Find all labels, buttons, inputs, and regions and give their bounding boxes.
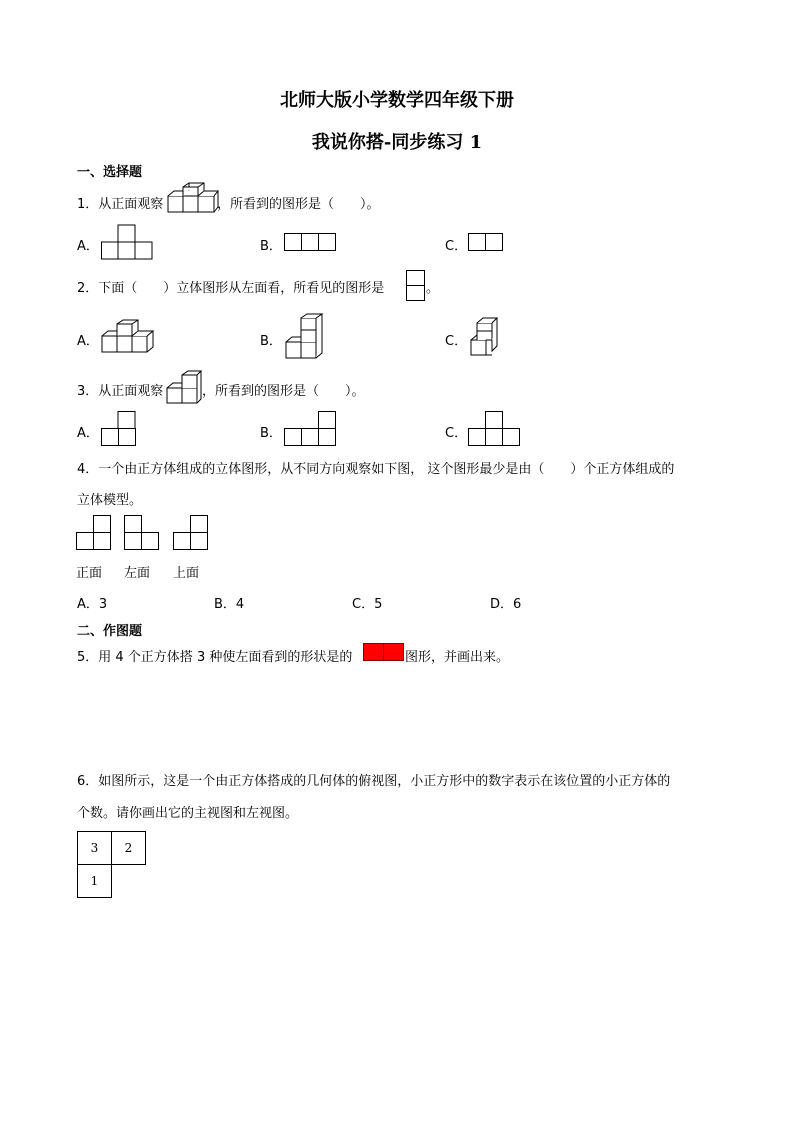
q1-option-c-figure [468, 233, 504, 251]
q2-prefix: 2．下面（ ）立体图形从左面看，所看见的图形是 [77, 281, 385, 296]
grid-cell-empty [112, 865, 146, 898]
q1-prefix: 1．从正面观察 [77, 197, 164, 212]
section-heading-choice: 一、选择题 [77, 165, 143, 180]
q1-option-b[interactable]: B． [260, 239, 282, 254]
q1-option-c[interactable]: C． [445, 239, 468, 254]
q1-option-a-figure [101, 224, 153, 260]
q3-option-b-figure [284, 411, 337, 447]
document-title: 北师大版小学数学四年级下册 [280, 90, 514, 111]
q2-option-b[interactable]: B． [260, 334, 282, 349]
q3-option-a-figure [101, 411, 137, 447]
q5-suffix: 图形，并画出来。 [405, 650, 510, 665]
q4-option-b[interactable]: B．4 [214, 597, 245, 612]
section-heading-drawing: 二、作图题 [77, 624, 143, 639]
q3-option-c[interactable]: C． [445, 426, 468, 441]
q4-option-a[interactable]: A．3 [77, 597, 108, 612]
q5-red-shape [363, 643, 405, 662]
q3-prefix: 3．从正面观察 [77, 384, 164, 399]
q6-top-view-grid [77, 831, 146, 898]
grid-cell: 1 [78, 865, 112, 898]
q4-line2: 立体模型。 [77, 493, 143, 508]
q2-option-b-figure [285, 313, 325, 359]
q2-option-c-figure [470, 315, 498, 357]
q1-option-b-figure [284, 233, 337, 251]
q1-option-a[interactable]: A． [77, 239, 99, 254]
q1-solid-figure [166, 186, 216, 214]
q6-line1: 6．如图所示，这是一个由正方体搭成的几何体的俯视图，小正方形中的数字表示在该位置的小正方体的 [77, 774, 671, 789]
grid-cell: 3 [78, 832, 112, 865]
q4-front-view [76, 515, 112, 551]
q2-view-figure [406, 270, 426, 302]
q2-option-a[interactable]: A． [77, 334, 99, 349]
q3-option-a[interactable]: A． [77, 426, 99, 441]
q3-option-b[interactable]: B． [260, 426, 282, 441]
q3-option-c-figure [468, 411, 521, 447]
grid-cell: 2 [112, 832, 146, 865]
q4-view-label-top: 上面 [173, 566, 200, 581]
q4-view-label-front: 正面 [76, 566, 103, 581]
q4-line1: 4．一个由正方体组成的立体图形，从不同方向观察如下图， 这个图形最少是由（ ）个正方体组成的 [77, 462, 675, 477]
q2-suffix: 。 [426, 281, 440, 296]
q4-view-label-left: 左面 [124, 566, 151, 581]
q5-red-square-right [384, 644, 404, 661]
q5-red-square-left [364, 644, 384, 661]
q2-option-a-figure [101, 319, 156, 355]
q4-option-c[interactable]: C．5 [352, 597, 383, 612]
q1-suffix: ，所看到的图形是（ ）。 [217, 197, 380, 212]
document-subtitle: 我说你搭-同步练习 1 [311, 132, 483, 153]
q4-left-view [124, 515, 160, 551]
q4-option-d[interactable]: D．6 [490, 597, 522, 612]
q5-prefix: 5．用 4 个正方体搭 3 种使左面看到的形状是的 [77, 650, 353, 665]
q2-option-c[interactable]: C． [445, 334, 468, 349]
q3-suffix: ，所看到的图形是（ ）。 [202, 384, 365, 399]
q3-solid-figure [166, 370, 202, 406]
q4-top-view [173, 515, 209, 551]
q6-line2: 个数。请你画出它的主视图和左视图。 [77, 806, 299, 821]
